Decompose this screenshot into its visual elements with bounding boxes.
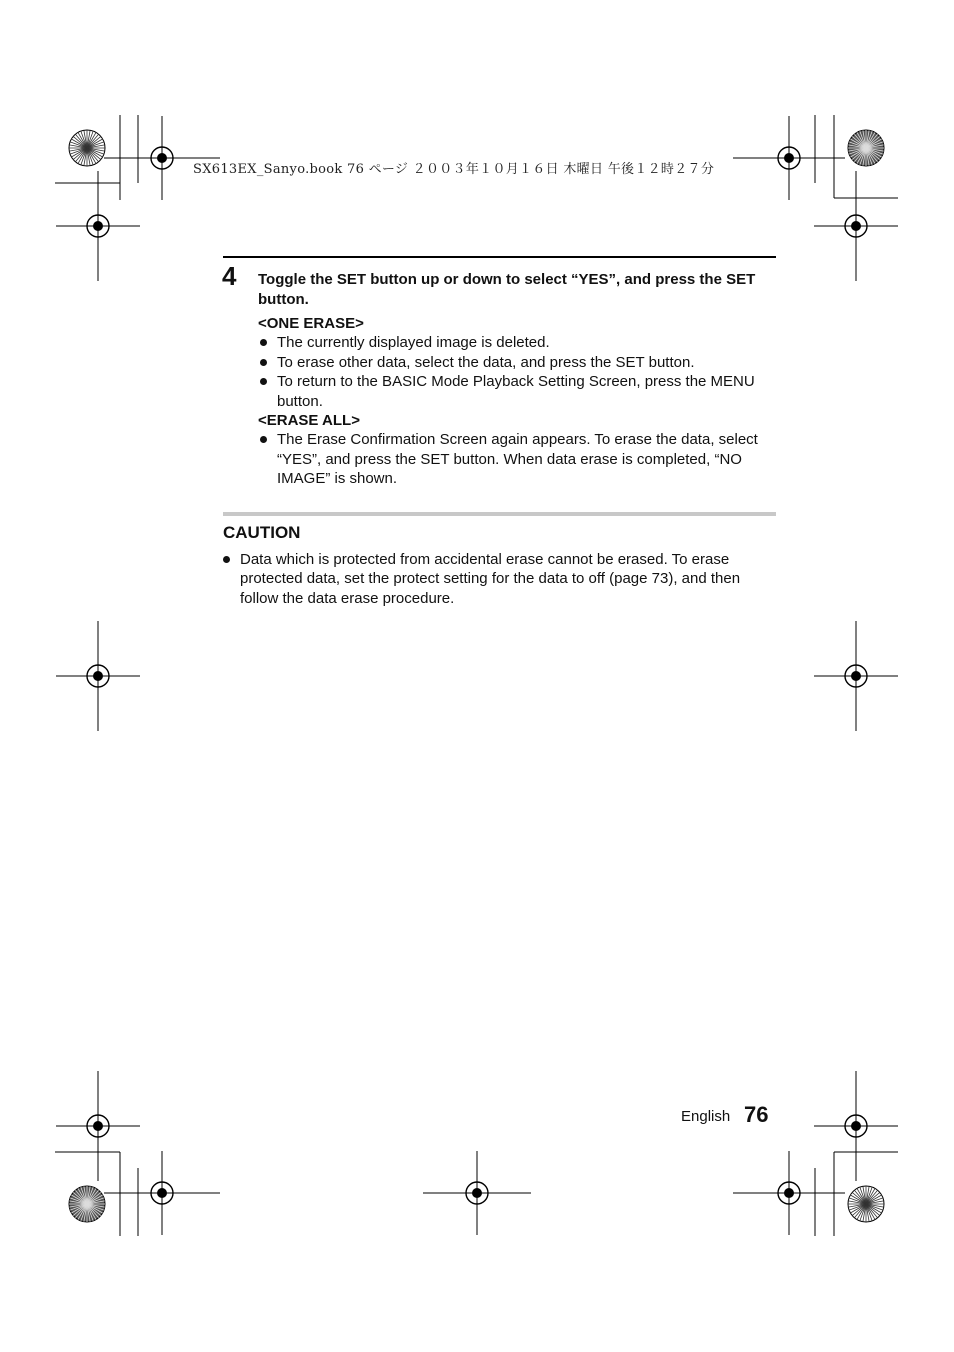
footer-language: English [681, 1108, 731, 1125]
caution-title: CAUTION [223, 523, 301, 542]
starburst-calibration-icon [69, 130, 105, 166]
step-number: 4 [222, 261, 237, 291]
print-header-line: SX613EX_Sanyo.book 76 ページ ２００３年１０月１６日 木曜日 午後１２時２７分 [193, 162, 715, 177]
list-item: Data which is protected from accidental erase cannot be erased. To erase protected data, set the protect setting for the data to off (page 73), and then follow the data erase procedure. [221, 550, 777, 608]
registration-crosshair-icon [56, 1071, 140, 1181]
one-erase-list [258, 333, 758, 411]
caution-divider [223, 512, 776, 516]
registration-crosshair-icon [423, 1151, 531, 1235]
section-title-one-erase: <ONE ERASE> [258, 315, 364, 332]
caution-list [221, 550, 777, 608]
step-body [258, 314, 758, 489]
footer-page-number: 76 [744, 1102, 769, 1127]
starburst-calibration-icon [69, 1186, 105, 1222]
list-item: To return to the BASIC Mode Playback Setting Screen, press the MENU button. [258, 372, 758, 411]
list-item: To erase other data, select the data, and press the SET button. [258, 353, 758, 372]
step-heading: Toggle the SET button up or down to select “YES”, and press the SET button. [258, 271, 756, 308]
registration-crosshair-icon [814, 171, 898, 281]
section-title-erase-all: <ERASE ALL> [258, 412, 360, 430]
step-divider [223, 256, 776, 258]
registration-crosshair-icon [733, 116, 845, 200]
erase-all-list [258, 430, 758, 488]
registration-crosshair-icon [814, 1071, 898, 1181]
registration-crosshair-icon [104, 1151, 220, 1235]
registration-crosshair-icon [733, 1151, 845, 1235]
list-item: The Erase Confirmation Screen again appears. To erase the data, select “YES”, and press the SET button. When data erase is completed, “NO IMAGE” is shown. [258, 430, 758, 488]
list-item: The currently displayed image is deleted. [258, 333, 758, 352]
starburst-calibration-icon [848, 1186, 884, 1222]
registration-crosshair-icon [56, 621, 140, 731]
starburst-calibration-icon [848, 130, 884, 166]
registration-crosshair-icon [56, 171, 140, 281]
caution-body [221, 550, 777, 608]
registration-crosshair-icon [814, 621, 898, 731]
